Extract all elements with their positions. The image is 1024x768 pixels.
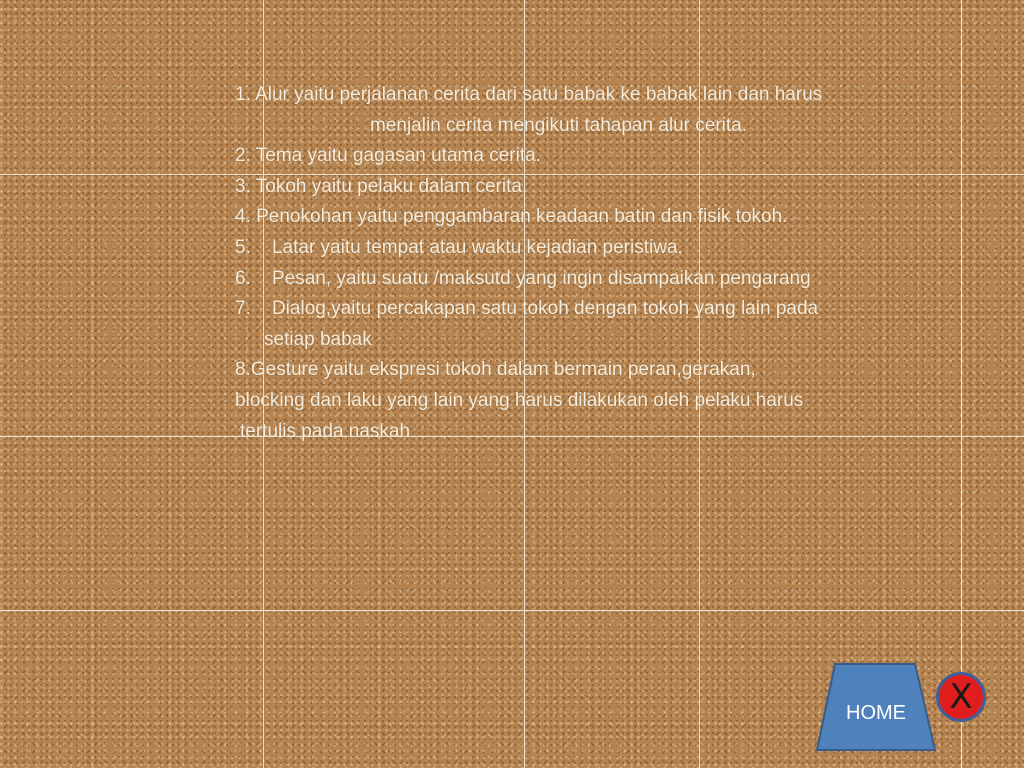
text-line: menjalin cerita mengikuti tahapan alur cerita. [370, 114, 748, 136]
text-line: blocking dan laku yang lain yang harus dilakukan oleh pelaku harus [235, 389, 804, 411]
text-line: 7. Dialog,yaitu percakapan satu tokoh dengan tokoh yang lain pada [235, 298, 819, 320]
text-line: tertulis pada naskah [240, 420, 411, 442]
grid-line [0, 610, 1024, 611]
text-line: 1. Alur yaitu perjalanan cerita dari satu babak ke babak lain dan harus [235, 84, 823, 105]
home-button-label: HOME [846, 702, 906, 724]
text-line: 6. Pesan, yaitu suatu /maksutd yang ingin disampaikan pengarang [235, 267, 811, 289]
close-button[interactable] [936, 672, 986, 722]
text-line: setiap babak [264, 328, 372, 350]
text-line: 5. Latar yaitu tempat atau waktu kejadian peristiwa. [235, 236, 683, 258]
text-line: 8.Gesture yaitu ekspresi tokoh dalam bermain peran,gerakan, [235, 359, 756, 381]
text-line: 2. Tema yaitu gagasan utama cerita. [235, 145, 541, 167]
text-line: 4. Penokohan yaitu penggambaran keadaan batin dan fisik tokoh. [235, 206, 788, 228]
home-button[interactable] [815, 662, 937, 752]
text-line: 3. Tokoh yaitu pelaku dalam cerita. [235, 175, 528, 197]
slide-content [235, 80, 975, 447]
close-icon: X [949, 677, 973, 717]
